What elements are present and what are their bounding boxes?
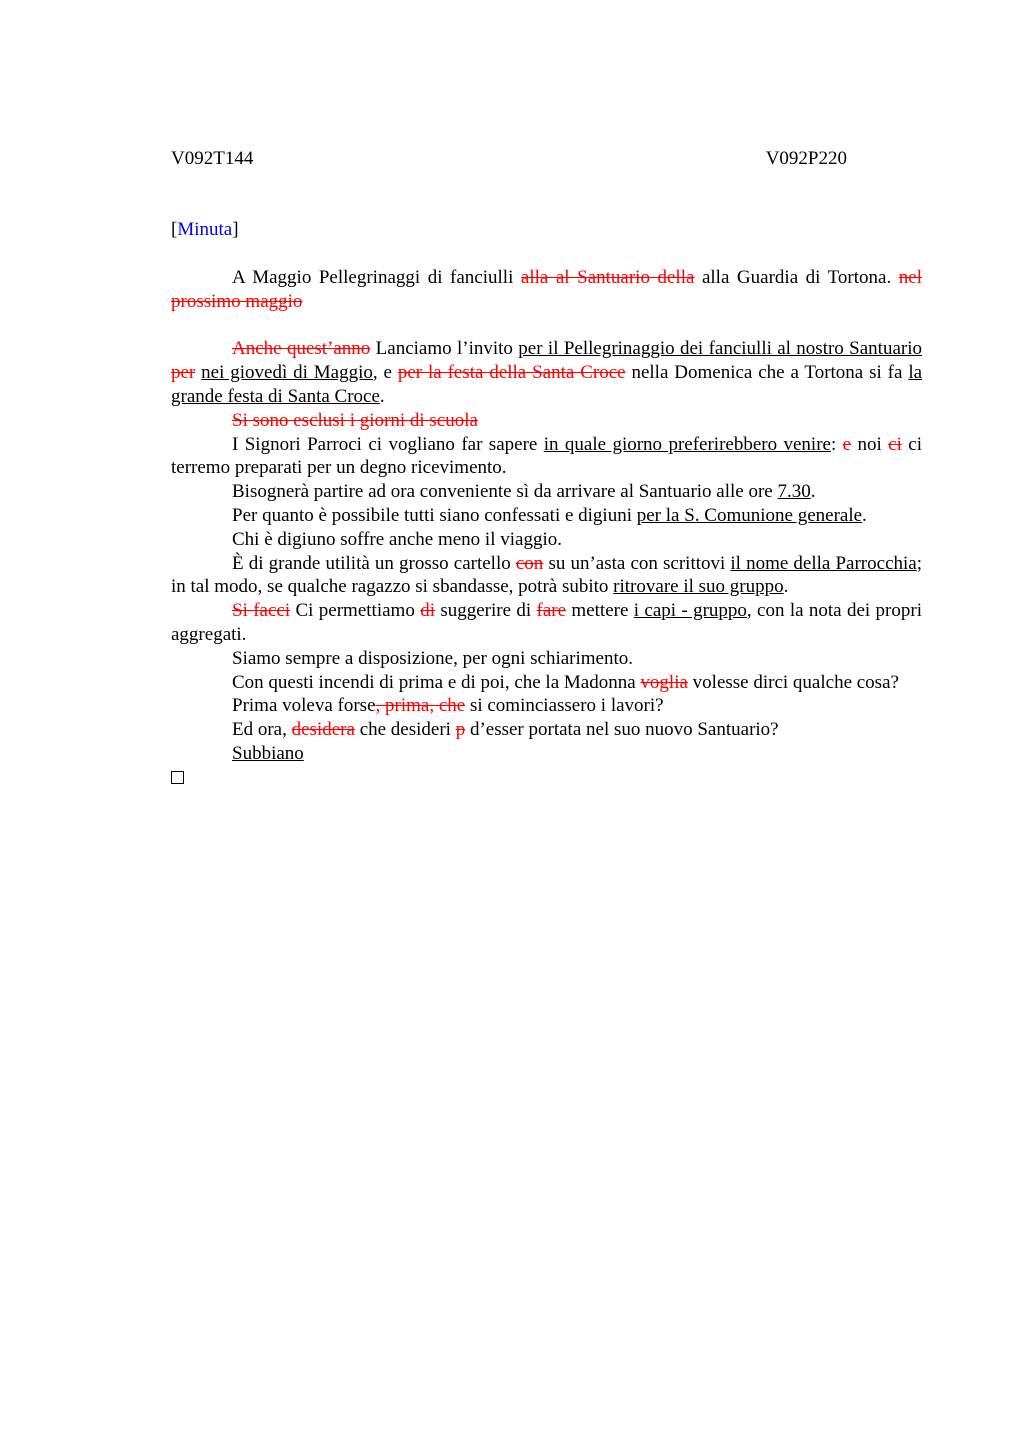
paragraph-fires [171, 671, 922, 695]
deleted-text: p [455, 719, 466, 741]
text-run: Ci permettiamo [290, 600, 421, 622]
deleted-text: per la festa della Santa Croce [397, 362, 626, 384]
text-run: . [810, 481, 816, 503]
text-run: È di grande utilità un grosso cartello [232, 552, 516, 574]
underlined-text: nei giovedì di Maggio [201, 362, 373, 384]
deleted-text: desidera [291, 719, 355, 741]
text-run: Chi è digiuno soffre anche meno il viaggio. [232, 528, 562, 550]
left-code: V092T144 [171, 148, 254, 169]
title-paragraph [171, 266, 922, 314]
paragraph-gap [171, 314, 922, 338]
text-run: A Maggio Pellegrinaggi di fanciulli [232, 267, 521, 288]
bracket-close: ] [232, 219, 239, 240]
text-run: : [830, 433, 843, 455]
text-run: nella Domenica che a Tortona si fa [625, 362, 909, 384]
text-run: , e [372, 362, 398, 384]
text-run: Per quanto è possibile tutti siano confessati e digiuni [232, 504, 637, 526]
paragraph-works [171, 694, 922, 718]
text-run: Prima voleva forse [232, 695, 376, 717]
paragraph-group-leaders [171, 599, 922, 647]
paragraph-school-days [171, 409, 922, 433]
text-run: , con la nota dei propri aggregati. [171, 600, 922, 645]
deleted-text: per [171, 362, 196, 384]
paragraph-confession [171, 504, 922, 528]
minuta-text: Minuta [177, 219, 233, 240]
deleted-text: ci [888, 433, 902, 455]
text-run: Lanciamo l’invito [370, 338, 519, 360]
deleted-text: con [515, 552, 544, 574]
deleted-text: fare [536, 600, 567, 622]
text-run: Bisognerà partire ad ora conveniente sì da arrivare al Santuario alle ore [232, 481, 778, 503]
letter-body [171, 266, 922, 790]
underlined-text: in quale giorno preferirebbero venire [543, 433, 831, 455]
text-run: suggerire di [434, 600, 537, 622]
text-run: . [783, 576, 789, 598]
underlined-text: ritrovare il suo gruppo [613, 576, 784, 598]
deleted-text: alla al Santuario della [520, 267, 695, 288]
paragraph-fasting [171, 528, 922, 552]
text-run: che desideri [354, 719, 456, 741]
text-run: Siamo sempre a disposizione, per ogni schiarimento. [232, 647, 634, 669]
deleted-text: Anche quest’anno [232, 338, 371, 360]
text-run: Ed ora, [232, 719, 292, 741]
text-run: ci terremo preparati per un degno ricevimento. [171, 433, 922, 479]
deleted-text: Si facci [232, 600, 291, 622]
deleted-text: e [842, 433, 852, 455]
text-run: noi [851, 433, 889, 455]
deleted-text: voglia [640, 671, 688, 693]
paragraph-parroci [171, 433, 922, 481]
paragraph-availability [171, 647, 922, 671]
deleted-text: di [420, 600, 435, 622]
paragraph-invitation [171, 337, 922, 408]
underlined-text: 7.30 [777, 481, 811, 503]
text-run: alla Guardia di Tortona. [694, 267, 899, 288]
paragraph-sign [171, 552, 922, 600]
text-run: su un’asta con scrittovi [543, 552, 731, 574]
paragraph-departure [171, 480, 922, 504]
end-marker [171, 766, 922, 790]
underlined-text: per il Pellegrinaggio dei fanciulli al nostro Santuario [518, 338, 922, 360]
text-run: I Signori Parroci ci vogliano far sapere [232, 433, 544, 455]
text-run: mettere [566, 600, 634, 622]
underlined-text: i capi - gruppo [633, 600, 747, 622]
square-box-icon [171, 771, 184, 784]
minuta-label [171, 218, 239, 242]
paragraph-signature [171, 742, 922, 766]
signature-text: Subbiano [232, 742, 304, 764]
underlined-text: per la S. Comunione generale [636, 504, 863, 526]
text-run: d’esser portata nel suo nuovo Santuario? [465, 719, 779, 741]
text-run: . [379, 385, 385, 407]
right-code: V092P220 [765, 148, 847, 169]
text-run: volesse dirci qualche cosa? [687, 671, 899, 693]
text-run: Con questi incendi di prima e di poi, che la Madonna [232, 671, 641, 693]
text-run: . [862, 504, 867, 526]
underlined-text: il nome della Parrocchia [730, 552, 917, 574]
document-codes [171, 146, 847, 172]
text-run: si cominciassero i lavori? [465, 695, 664, 717]
deleted-text: nel prossimo maggio [171, 267, 922, 312]
underlined-text: la grande festa di Santa Croce [171, 362, 923, 407]
paragraph-new-sanctuary [171, 718, 922, 742]
deleted-text: Si sono esclusi i giorni di scuola [232, 409, 478, 431]
deleted-text: , prima, che [375, 695, 466, 717]
bracket-open: [ [171, 219, 178, 240]
text-run: ; in tal modo, se qualche ragazzo si sbandasse, potrà subito [171, 552, 922, 598]
